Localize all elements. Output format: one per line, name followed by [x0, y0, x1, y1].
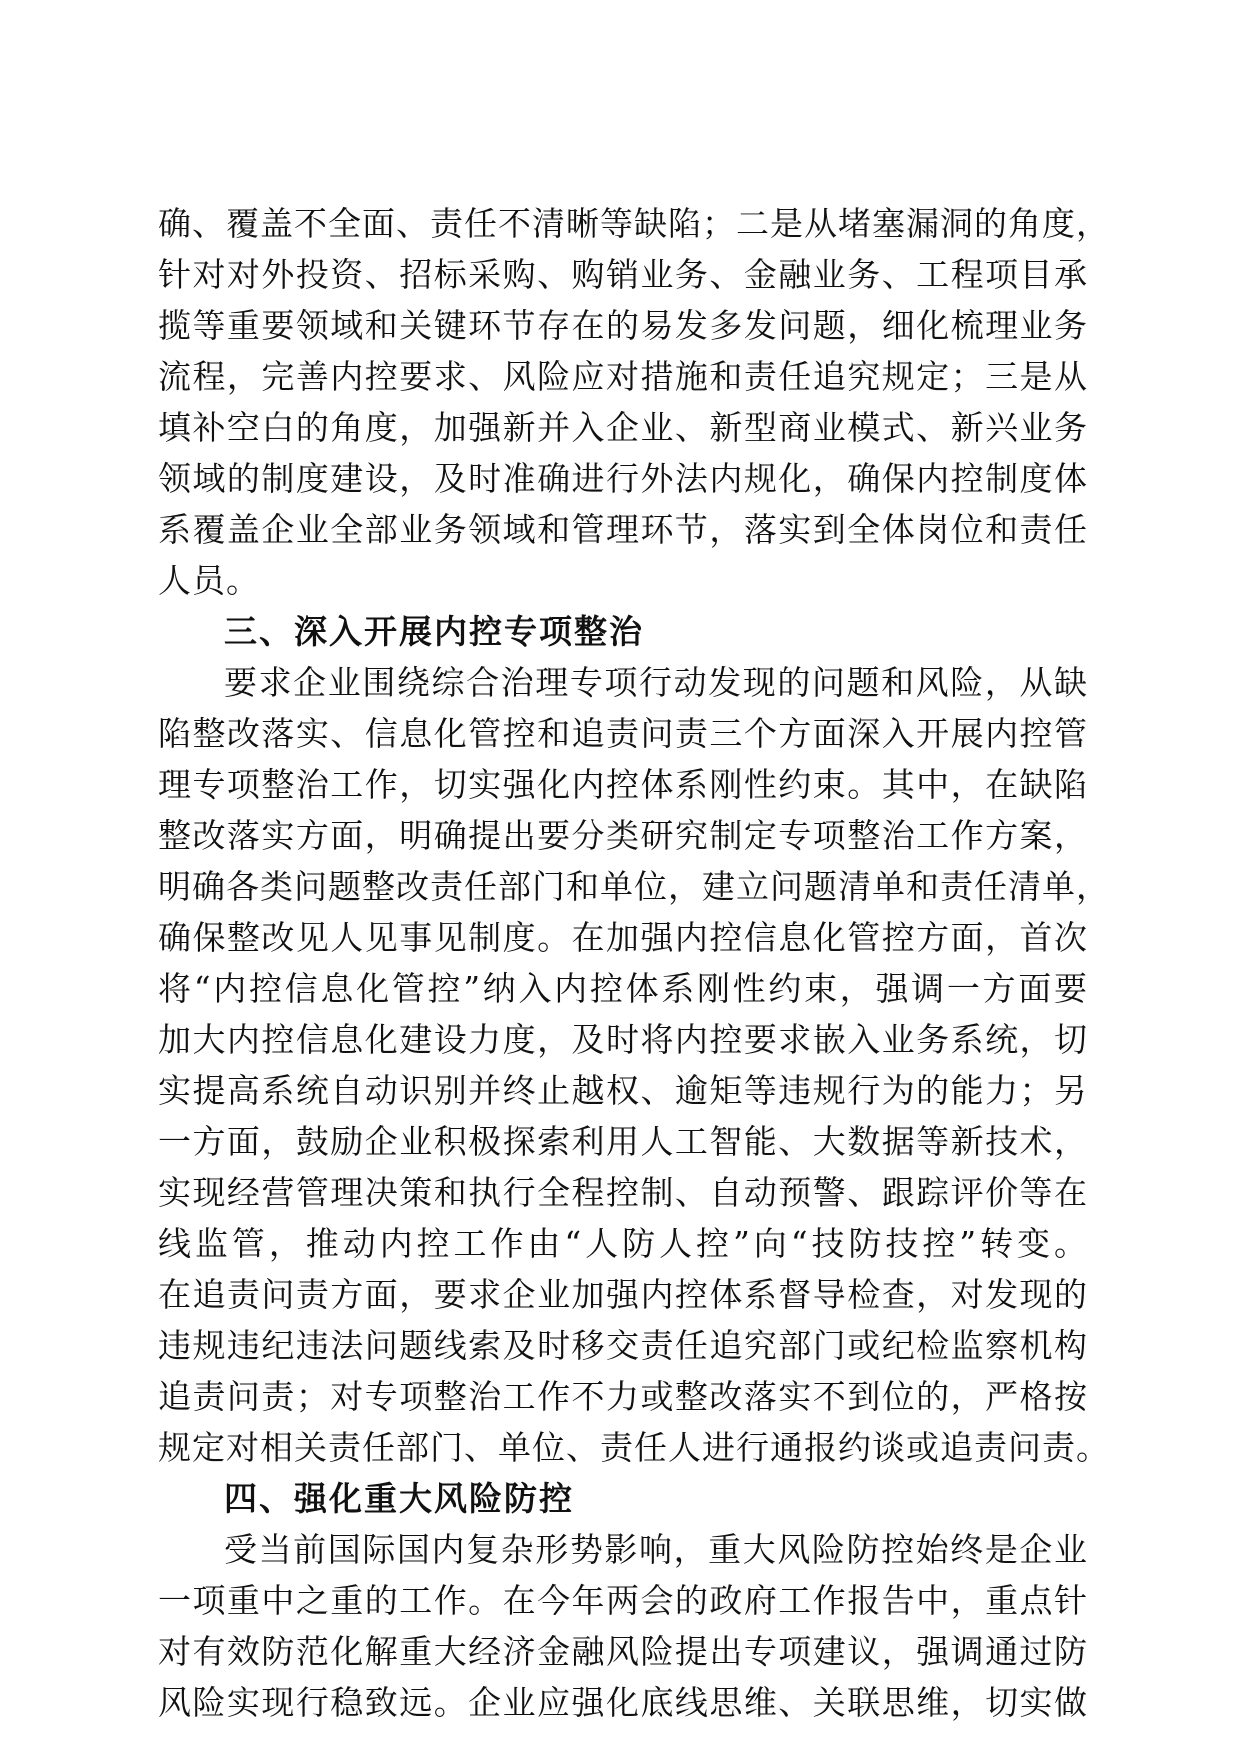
paragraph-line: 一项重中之重的工作。在今年两会的政府工作报告中，重点针 — [158, 1581, 1088, 1620]
paragraph-line: 针对对外投资、招标采购、购销业务、金融业务、工程项目承 — [158, 255, 1088, 294]
paragraph-line: 揽等重要领域和关键环节存在的易发多发问题，细化梳理业务 — [158, 306, 1088, 345]
paragraph-line: 填补空白的角度，加强新并入企业、新型商业模式、新兴业务 — [158, 408, 1088, 447]
paragraph-line: 理专项整治工作，切实强化内控体系刚性约束。其中，在缺陷 — [158, 765, 1088, 804]
paragraph-line: 受当前国际国内复杂形势影响，重大风险防控始终是企业 — [224, 1530, 1088, 1569]
paragraph-line: 流程，完善内控要求、风险应对措施和责任追究规定；三是从 — [158, 357, 1088, 396]
section-heading-4: 四、强化重大风险防控 — [224, 1479, 574, 1518]
paragraph-line: 系覆盖企业全部业务领域和管理环节，落实到全体岗位和责任 — [158, 510, 1088, 549]
paragraph-line: 追责问责；对专项整治工作不力或整改落实不到位的，严格按 — [158, 1377, 1088, 1416]
paragraph-line: 明确各类问题整改责任部门和单位，建立问题清单和责任清单， — [158, 867, 1110, 906]
paragraph-line: 确保整改见人见事见制度。在加强内控信息化管控方面，首次 — [158, 918, 1088, 957]
paragraph-line: 在追责问责方面，要求企业加强内控体系督导检查，对发现的 — [158, 1275, 1088, 1314]
paragraph-line: 规定对相关责任部门、单位、责任人进行通报约谈或追责问责。 — [158, 1428, 1110, 1467]
section-heading-3: 三、深入开展内控专项整治 — [224, 612, 644, 651]
paragraph-line: 风险实现行稳致远。企业应强化底线思维、关联思维，切实做 — [158, 1683, 1088, 1722]
paragraph-line: 人员。 — [158, 561, 260, 600]
paragraph-line: 确、覆盖不全面、责任不清晰等缺陷；二是从堵塞漏洞的角度， — [158, 204, 1110, 243]
paragraph-line: 一方面，鼓励企业积极探索利用人工智能、大数据等新技术， — [158, 1122, 1088, 1161]
paragraph-line: 对有效防范化解重大经济金融风险提出专项建议，强调通过防 — [158, 1632, 1088, 1671]
paragraph-line: 实提高系统自动识别并终止越权、逾矩等违规行为的能力；另 — [158, 1071, 1088, 1110]
paragraph-line: 线监管，推动内控工作由“人防人控”向“技防技控”转变。 — [158, 1224, 1088, 1263]
paragraph-line: 要求企业围绕综合治理专项行动发现的问题和风险，从缺 — [224, 663, 1088, 702]
paragraph-line: 整改落实方面，明确提出要分类研究制定专项整治工作方案， — [158, 816, 1088, 855]
paragraph-line: 违规违纪违法问题线索及时移交责任追究部门或纪检监察机构 — [158, 1326, 1088, 1365]
paragraph-line: 陷整改落实、信息化管控和追责问责三个方面深入开展内控管 — [158, 714, 1088, 753]
paragraph-line: 领域的制度建设，及时准确进行外法内规化，确保内控制度体 — [158, 459, 1088, 498]
paragraph-line: 将“内控信息化管控”纳入内控体系刚性约束，强调一方面要 — [158, 969, 1088, 1008]
paragraph-line: 实现经营管理决策和执行全程控制、自动预警、跟踪评价等在 — [158, 1173, 1088, 1212]
paragraph-line: 加大内控信息化建设力度，及时将内控要求嵌入业务系统，切 — [158, 1020, 1088, 1059]
